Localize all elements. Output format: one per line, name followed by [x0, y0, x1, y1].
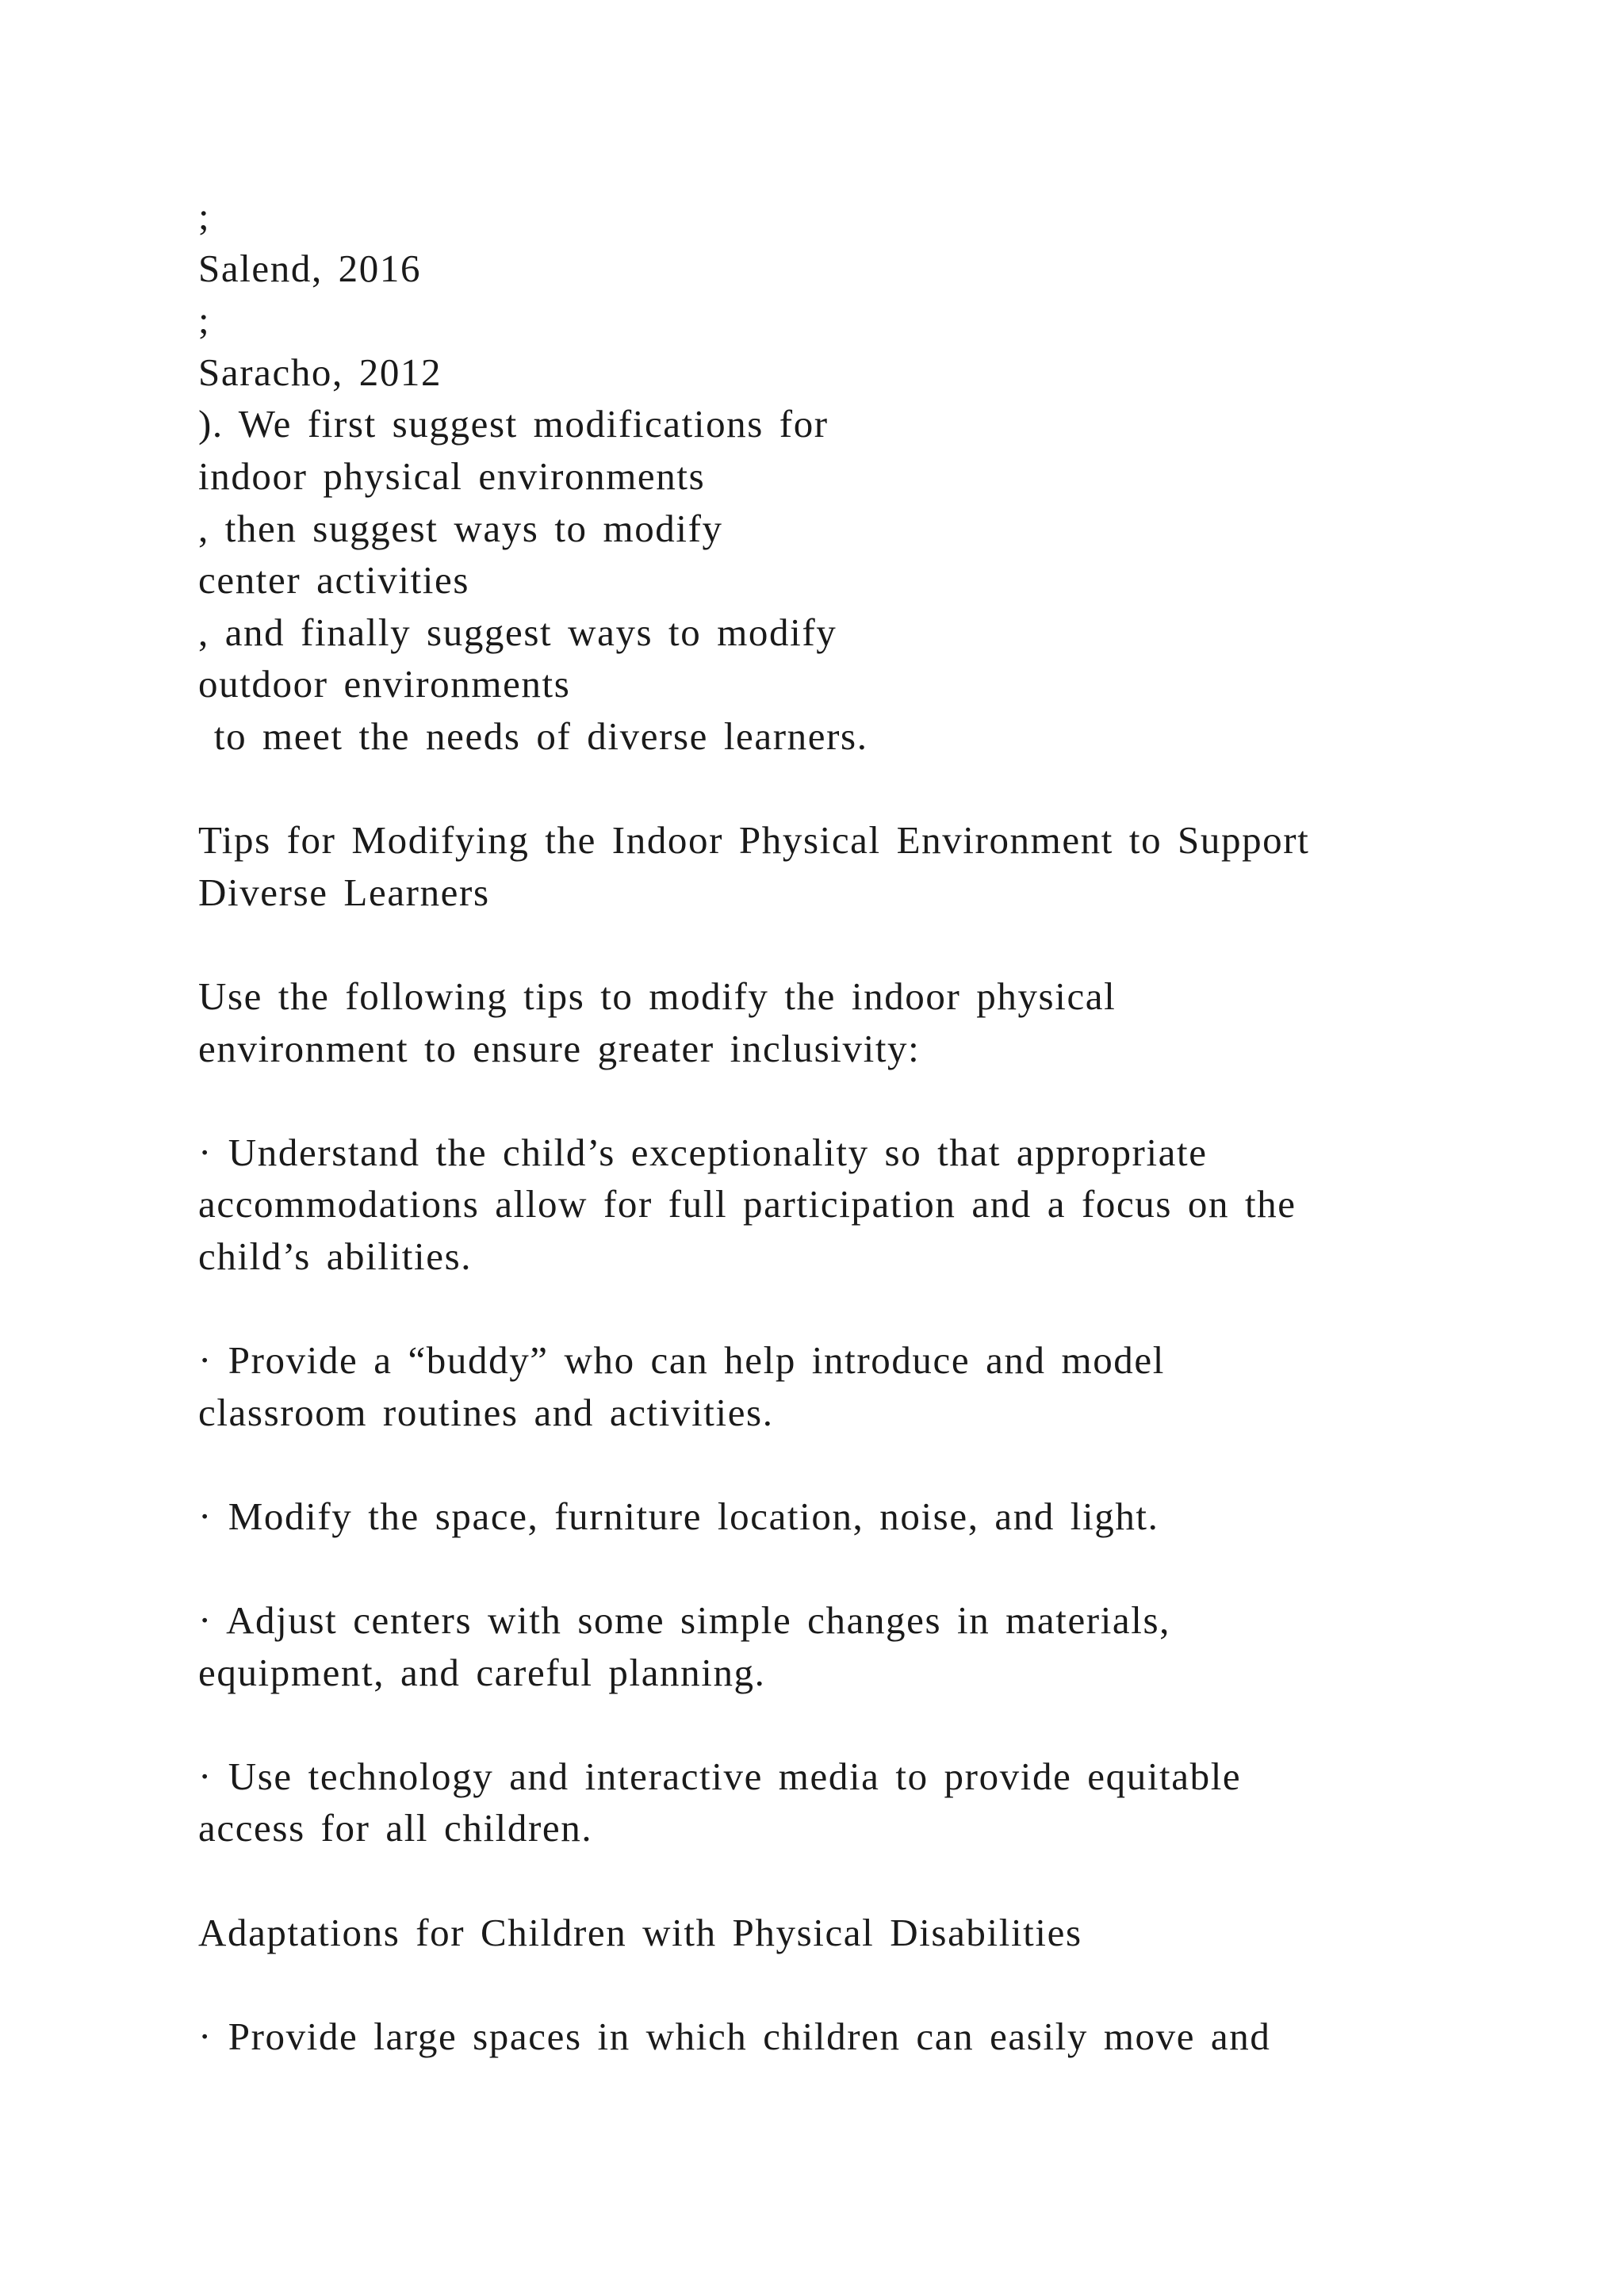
- intro-line: ;: [198, 298, 211, 342]
- tip-line: · Modify the space, furniture location, noise, and light.: [198, 1494, 1159, 1538]
- intro-line: Salend, 2016: [198, 246, 422, 290]
- document-body: [198, 190, 1483, 2062]
- tip-line: equipment, and careful planning.: [198, 1650, 766, 1694]
- paragraph-gap: [198, 1542, 1483, 1594]
- tip-line: classroom routines and activities.: [198, 1390, 774, 1434]
- paragraph-gap: [198, 1438, 1483, 1490]
- tip-item: [198, 1490, 1483, 1543]
- tip-line: · Adjust centers with some simple changes in materials,: [198, 1598, 1171, 1643]
- intro-line: ). We first suggest modifications for: [198, 402, 829, 446]
- paragraph-gap: [198, 1854, 1483, 1907]
- tip-item: [198, 1594, 1483, 1698]
- intro-line: center activities: [198, 558, 470, 603]
- intro-line: indoor physical environments: [198, 453, 706, 498]
- tip-line: · Provide a “buddy” who can help introduce and model: [198, 1338, 1165, 1383]
- adaptation-item: [198, 2011, 1483, 2063]
- adaptation-line: · Provide large spaces in which children can easily move and: [198, 2014, 1271, 2058]
- paragraph-gap: [198, 763, 1483, 815]
- tip-line: · Use technology and interactive media to provide equitable: [198, 1754, 1242, 1798]
- tip-item: [198, 1127, 1483, 1283]
- instruction-line: environment to ensure greater inclusivity:: [198, 1026, 921, 1070]
- tip-item: [198, 1751, 1483, 1854]
- instruction-line: Use the following tips to modify the indoor physical: [198, 974, 1116, 1018]
- intro-line: Saracho, 2012: [198, 350, 442, 394]
- paragraph-gap: [198, 1698, 1483, 1751]
- intro-line: , and finally suggest ways to modify: [198, 610, 837, 654]
- tip-item: [198, 1334, 1483, 1438]
- paragraph-gap: [198, 1074, 1483, 1127]
- section-heading-adaptations: Adaptations for Children with Physical Disabilities: [198, 1910, 1082, 1954]
- intro-paragraph: [198, 190, 1483, 763]
- intro-line: ;: [198, 194, 211, 238]
- intro-line: outdoor environments: [198, 662, 571, 706]
- tip-line: child’s abilities.: [198, 1234, 473, 1278]
- section-heading-tips: [198, 814, 1483, 918]
- paragraph-gap: [198, 918, 1483, 970]
- heading-line: Diverse Learners: [198, 870, 490, 914]
- instruction-paragraph: [198, 970, 1483, 1074]
- intro-line: to meet the needs of diverse learners.: [198, 714, 868, 758]
- paragraph-gap: [198, 1282, 1483, 1334]
- intro-line: , then suggest ways to modify: [198, 506, 723, 550]
- tip-line: access for all children.: [198, 1806, 593, 1850]
- tip-line: accommodations allow for full participation and a focus on the: [198, 1182, 1297, 1226]
- heading-line: Tips for Modifying the Indoor Physical Environment to Support: [198, 818, 1310, 863]
- paragraph-gap: [198, 1958, 1483, 2011]
- tip-line: · Understand the child’s exceptionality so that appropriate: [198, 1130, 1208, 1174]
